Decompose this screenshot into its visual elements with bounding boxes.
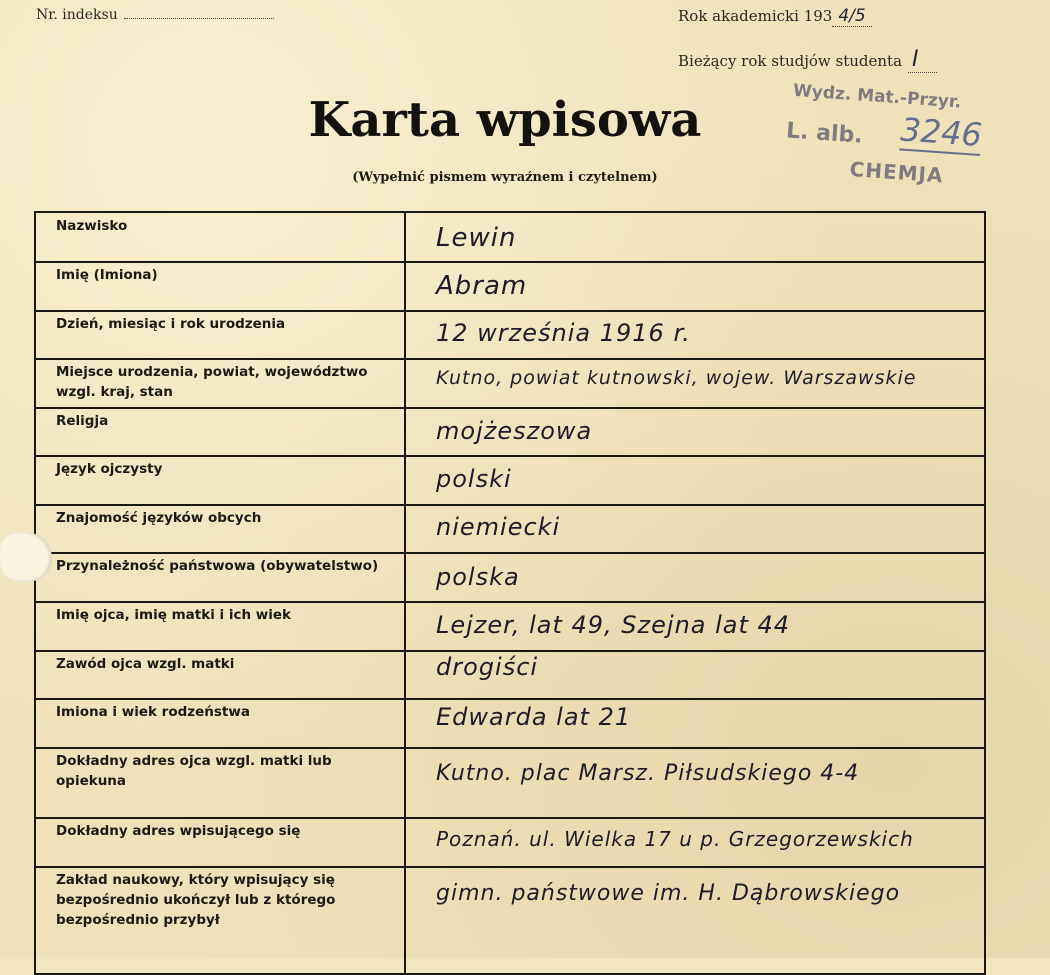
field-value: Poznań. ul. Wielka 17 u p. Grzegorzewskich [436,827,914,851]
field-label: Miejsce urodzenia, powiat, województwo wzgl. kraj, stan [56,364,368,400]
field-label: Zakład naukowy, który wpisujący się bezpośrednio ukończył lub z którego bezpośrednio przybył [56,872,336,928]
study-year-value: I [908,47,937,73]
row-divider [36,407,984,409]
stamp-department: CHEMJA [848,156,945,188]
row-divider [36,747,984,749]
stamp-album-label: L. alb. [785,118,864,149]
torn-edge [0,532,52,582]
field-label: Imiona i wiek rodzeństwa [56,704,250,720]
academic-year-field [678,6,872,26]
row-divider [36,358,984,360]
field-value: Kutno. plac Marsz. Piłsudskiego 4-4 [436,761,860,786]
field-value: drogiści [436,653,539,681]
row-divider [36,261,984,263]
field-value: mojżeszowa [436,417,593,445]
field-label: Język ojczysty [56,461,163,477]
field-value: niemiecki [436,513,561,541]
field-value: Kutno, powiat kutnowski, wojew. Warszawskie [436,367,917,389]
faculty-stamp [757,79,1033,198]
field-value: Edwarda lat 21 [436,703,632,731]
index-number-label: Nr. indeksu [36,7,118,23]
academic-year-label: Rok akademicki 193 [678,7,833,25]
field-label: Zawód ojca wzgl. matki [56,656,235,672]
field-label: Dokładny adres ojca wzgl. matki lub opiekuna [56,753,332,789]
field-value: Abram [436,271,528,301]
index-number-blank [124,6,274,19]
page-subtitle: (Wypełnić pismem wyraźnem i czytelnem) [352,170,658,185]
index-number-field [36,6,274,23]
page-title: Karta wpisowa [308,92,702,148]
field-value: polski [436,465,512,493]
field-label: Znajomość języków obcych [56,510,262,526]
row-divider [36,552,984,554]
field-value: Lewin [436,223,517,253]
row-divider [36,817,984,819]
academic-year-value: 4/5 [832,6,871,27]
study-year-field [678,47,937,72]
row-divider [36,698,984,700]
enrollment-form-table [34,211,986,975]
field-value: 12 września 1916 r. [436,319,691,347]
row-divider [36,504,984,506]
field-label: Imię ojca, imię matki i ich wiek [56,607,292,623]
field-label: Dzień, miesiąc i rok urodzenia [56,316,286,332]
row-divider [36,455,984,457]
field-label: Imię (Imiona) [56,267,158,283]
row-divider [36,650,984,652]
field-value: polska [436,563,520,591]
field-label: Przynależność państwowa (obywatelstwo) [56,558,379,574]
row-divider [36,310,984,312]
field-value: Lejzer, lat 49, Szejna lat 44 [436,611,791,639]
field-label: Dokładny adres wpisującego się [56,823,301,839]
column-divider [404,213,406,973]
row-divider [36,866,984,868]
field-value: gimn. państwowe im. H. Dąbrowskiego [436,881,901,906]
stamp-album-number: 3246 [899,110,984,155]
field-label: Nazwisko [56,218,128,234]
field-label: Religja [56,413,109,429]
row-divider [36,601,984,603]
stamp-faculty: Wydz. Mat.-Przyr. [792,80,962,113]
study-year-label: Bieżący rok studjów studenta [678,52,903,70]
